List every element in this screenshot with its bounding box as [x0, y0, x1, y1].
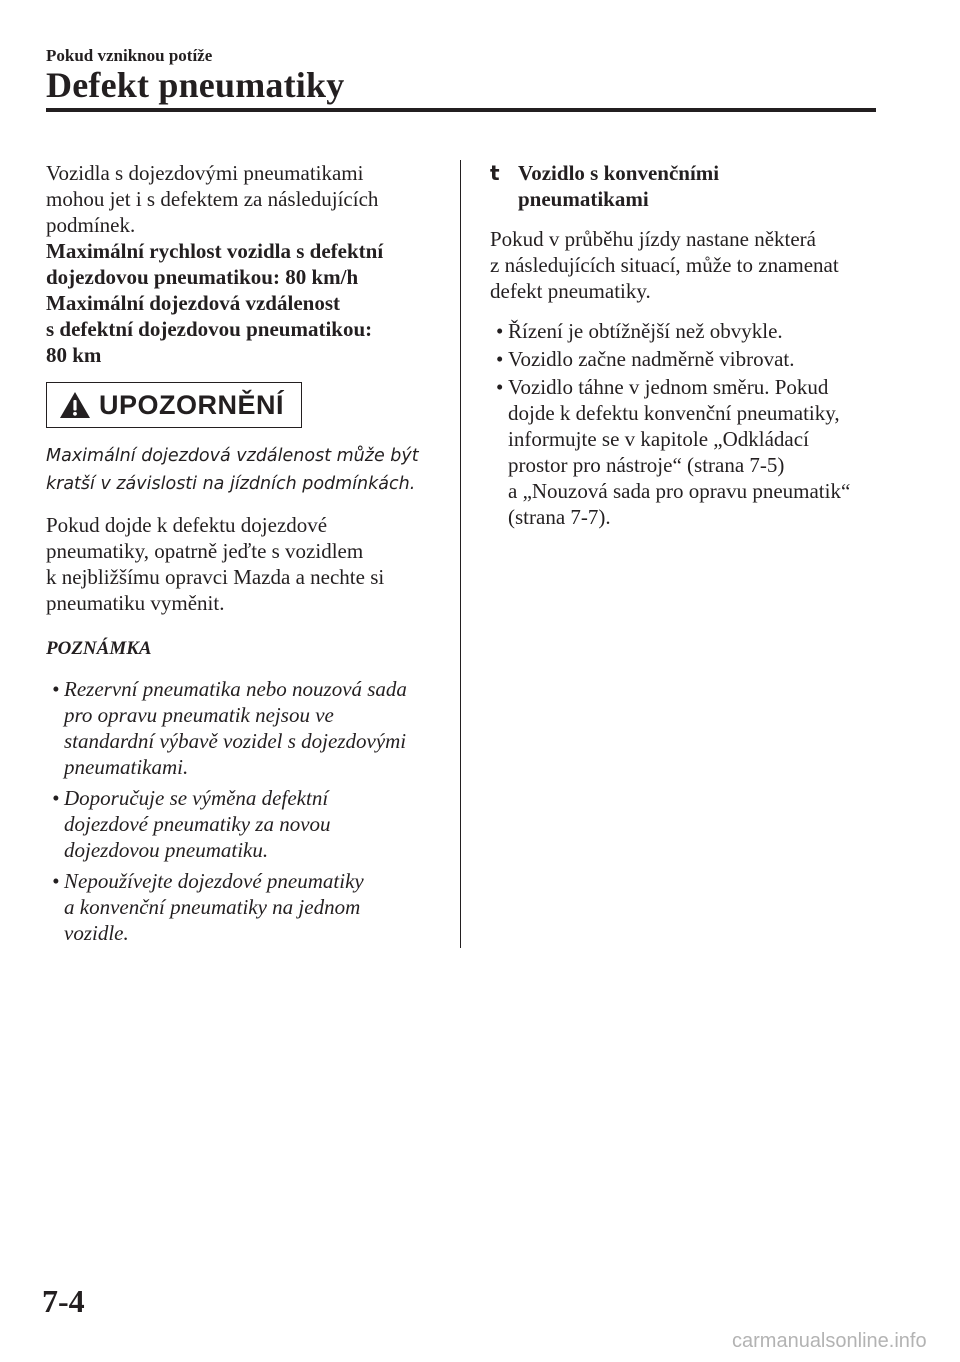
symptoms-list	[490, 318, 890, 530]
list-item: • Vozidlo táhne v jednom směru. Pokud dojde k defektu konvenční pneumatiky, informujte se v kapitole „Odkládací prostor pro nástroje“ (strana 7-5) a „Nouzová sada pro opravu pneumatik“ (strana 7-7).	[496, 375, 851, 529]
caution-box	[46, 382, 302, 428]
list-item: • Vozidlo začne nadměrně vibrovat.	[496, 347, 795, 371]
symptoms-intro: Pokud v průběhu jízdy nastane některá z následujících situací, může to znamenat defekt pneumatiky.	[490, 227, 839, 303]
bullet-icon: •	[496, 319, 504, 343]
watermark: carmanualsonline.info	[732, 1330, 927, 1352]
list-item: • Nepoužívejte dojezdové pneumatiky a konvenční pneumatiky na jednom vozidle.	[52, 869, 364, 945]
warning-triangle-icon	[59, 391, 91, 419]
page-number: 7-4	[42, 1283, 85, 1319]
bullet-icon: •	[52, 786, 60, 810]
title-rule	[46, 108, 876, 112]
list-item: • Doporučuje se výměna defektní dojezdové pneumatiky za novou dojezdovou pneumatiku.	[52, 786, 331, 862]
note-list	[46, 676, 446, 946]
bullet-icon: •	[496, 375, 504, 399]
list-item: • Rezervní pneumatika nebo nouzová sada pro opravu pneumatik nejsou ve standardní výbavě vozidel s dojezdovými pneumatikami.	[52, 677, 407, 779]
advice-paragraph: Pokud dojde k defektu dojezdové pneumatiky, opatrně jeďte s vozidlem k nejbližšímu opravci Mazda a nechte si pneumatiku vyměnit.	[46, 513, 385, 615]
bullet-icon: •	[52, 677, 60, 701]
subsection-heading	[490, 160, 890, 212]
bullet-icon: •	[52, 869, 60, 893]
page-title: Defekt pneumatiky	[46, 65, 345, 105]
column-divider	[460, 160, 461, 948]
bullet-icon: •	[496, 347, 504, 371]
left-column	[46, 160, 446, 951]
caution-text: Maximální dojezdová vzdálenost může být kratší v závislosti na jízdních podmínkách.	[46, 446, 419, 494]
subsection-heading-text: Vozidlo s konvenčními pneumatikami	[518, 161, 720, 211]
caution-label: UPOZORNĚNÍ	[99, 390, 285, 420]
section-title: Pokud vzniknou potíže	[46, 46, 213, 65]
note-title: POZNÁMKA	[46, 638, 152, 659]
right-column	[490, 160, 890, 532]
list-item: • Řízení je obtížnější než obvykle.	[496, 319, 783, 343]
intro-paragraph: Vozidla s dojezdovými pneumatikami mohou jet i s defektem za následujících podmínek.	[46, 161, 379, 237]
section-marker: t	[490, 161, 500, 185]
run-flat-limits: Maximální rychlost vozidla s defektní dojezdovou pneumatikou: 80 km/h Maximální dojezdová vzdálenost s defektní dojezdovou pneumatikou: 80 km	[46, 239, 384, 367]
